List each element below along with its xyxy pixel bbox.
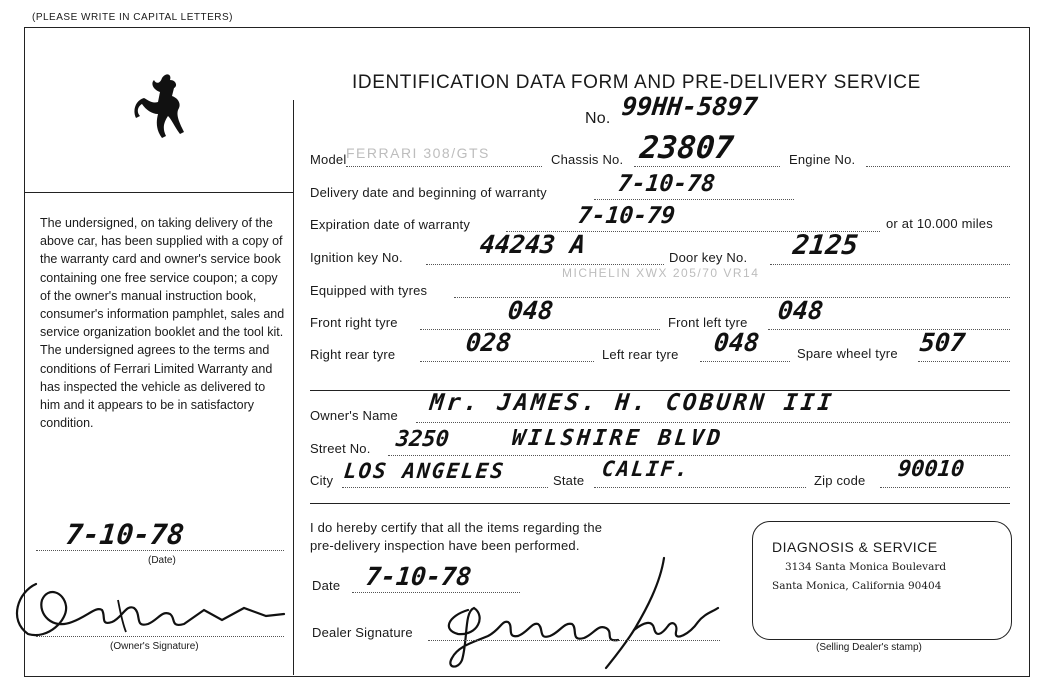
model-line: [346, 166, 542, 167]
column-divider: [293, 100, 294, 675]
left-rear-tyre-value: 048: [712, 328, 761, 357]
form-number-label: No.: [585, 110, 611, 127]
owner-signature-line: [36, 636, 284, 637]
header-note: (PLEASE WRITE IN CAPITAL LETTERS): [32, 12, 233, 23]
right-rear-tyre-value: 028: [464, 328, 513, 357]
cert-date-label: Date: [312, 578, 341, 593]
door-key-value: 2125: [791, 230, 860, 261]
left-rear-tyre-line: [700, 361, 790, 362]
tyres-label: Equipped with tyres: [310, 283, 428, 298]
street-number-value: 3250: [394, 427, 451, 452]
dealer-signature-line: [428, 640, 720, 641]
owner-signature-caption: (Owner's Signature): [110, 641, 199, 652]
certification-text-line1: I do hereby certify that all the items regarding the: [310, 520, 603, 535]
ignition-key-label: Ignition key No.: [310, 250, 403, 265]
chassis-value: 23807: [638, 130, 736, 166]
stamp-caption: (Selling Dealer's stamp): [816, 642, 922, 653]
stamp-address1: 3134 Santa Monica Boulevard: [785, 561, 947, 573]
right-rear-tyre-label: Right rear tyre: [310, 347, 396, 362]
engine-label: Engine No.: [789, 152, 856, 167]
right-rear-tyre-line: [420, 361, 594, 362]
owner-name-value: Mr. JAMES. H. COBURN III: [428, 390, 836, 416]
ignition-key-value: 44243 A: [478, 230, 587, 259]
front-left-tyre-value: 048: [776, 296, 825, 325]
ignition-key-line: [426, 264, 664, 265]
model-label: Model: [310, 152, 347, 167]
zip-value: 90010: [896, 457, 966, 482]
state-value: CALIF.: [600, 457, 692, 481]
tyres-faint-stamp: MICHELIN XWX 205/70 VR14: [562, 266, 760, 280]
dealer-signature: [428, 550, 728, 676]
engine-line: [866, 166, 1010, 167]
owner-signature: [8, 570, 288, 642]
owner-date-line: [36, 550, 284, 551]
city-label: City: [310, 473, 334, 488]
chassis-label: Chassis No.: [551, 152, 624, 167]
left-panel-top-rule: [24, 192, 293, 193]
street-line: [388, 455, 1010, 456]
front-right-tyre-value: 048: [506, 296, 555, 325]
chassis-line: [634, 166, 780, 167]
delivery-value: 7-10-78: [616, 171, 717, 197]
certification-section-rule: [310, 503, 1010, 504]
front-right-tyre-label: Front right tyre: [310, 315, 398, 330]
front-left-tyre-label: Front left tyre: [668, 315, 748, 330]
stamp-name: DIAGNOSIS & SERVICE: [772, 539, 938, 555]
owner-date-value: 7-10-78: [64, 518, 186, 551]
owner-name-line: [416, 422, 1010, 423]
street-label: Street No.: [310, 441, 371, 456]
form-number-value: 99HH-5897: [620, 92, 759, 121]
cert-date-value: 7-10-78: [364, 562, 473, 591]
owner-date-caption: (Date): [148, 555, 176, 566]
door-key-label: Door key No.: [669, 250, 748, 265]
city-value: LOS ANGELES: [342, 459, 507, 483]
front-left-tyre-line: [768, 329, 1010, 330]
miles-label: or at 10.000 miles: [886, 216, 993, 231]
dealer-signature-label: Dealer Signature: [312, 625, 413, 640]
form-title: IDENTIFICATION DATA FORM AND PRE-DELIVERY SERVICE: [352, 72, 921, 93]
expiration-label: Expiration date of warranty: [310, 217, 471, 232]
spare-tyre-line: [918, 361, 1010, 362]
city-line: [342, 487, 548, 488]
certification-text-line2: pre-delivery inspection have been performed.: [310, 538, 580, 553]
street-value: WILSHIRE BLVD: [510, 426, 725, 451]
acknowledgement-text: The undersigned, on taking delivery of the above car, has been supplied with a copy of the warranty card and owner's service book containing one free service coupon; a copy of the owner's manual instruction book, consumer's information pamphlet, sales and service organization booklet and the tool kit. The undersigned agrees to the terms and conditions of Ferrari Limited Warranty and has inspected the vehicle as delivered to him and it appears to be in satisfactory condition.: [40, 216, 285, 431]
expiration-value: 7-10-79: [576, 203, 677, 229]
door-key-line: [770, 264, 1010, 265]
zip-label: Zip code: [814, 473, 866, 488]
state-line: [594, 487, 806, 488]
owner-name-label: Owner's Name: [310, 408, 398, 423]
model-value: FERRARI 308/GTS: [346, 145, 490, 161]
spare-tyre-label: Spare wheel tyre: [797, 346, 898, 361]
left-rear-tyre-label: Left rear tyre: [602, 347, 679, 362]
delivery-line: [594, 199, 794, 200]
front-right-tyre-line: [420, 329, 660, 330]
state-label: State: [553, 473, 585, 488]
delivery-label: Delivery date and beginning of warranty: [310, 185, 547, 200]
zip-line: [880, 487, 1010, 488]
spare-tyre-value: 507: [918, 328, 967, 357]
stamp-address2: Santa Monica, California 90404: [772, 580, 942, 592]
prancing-horse-logo: [132, 70, 190, 142]
